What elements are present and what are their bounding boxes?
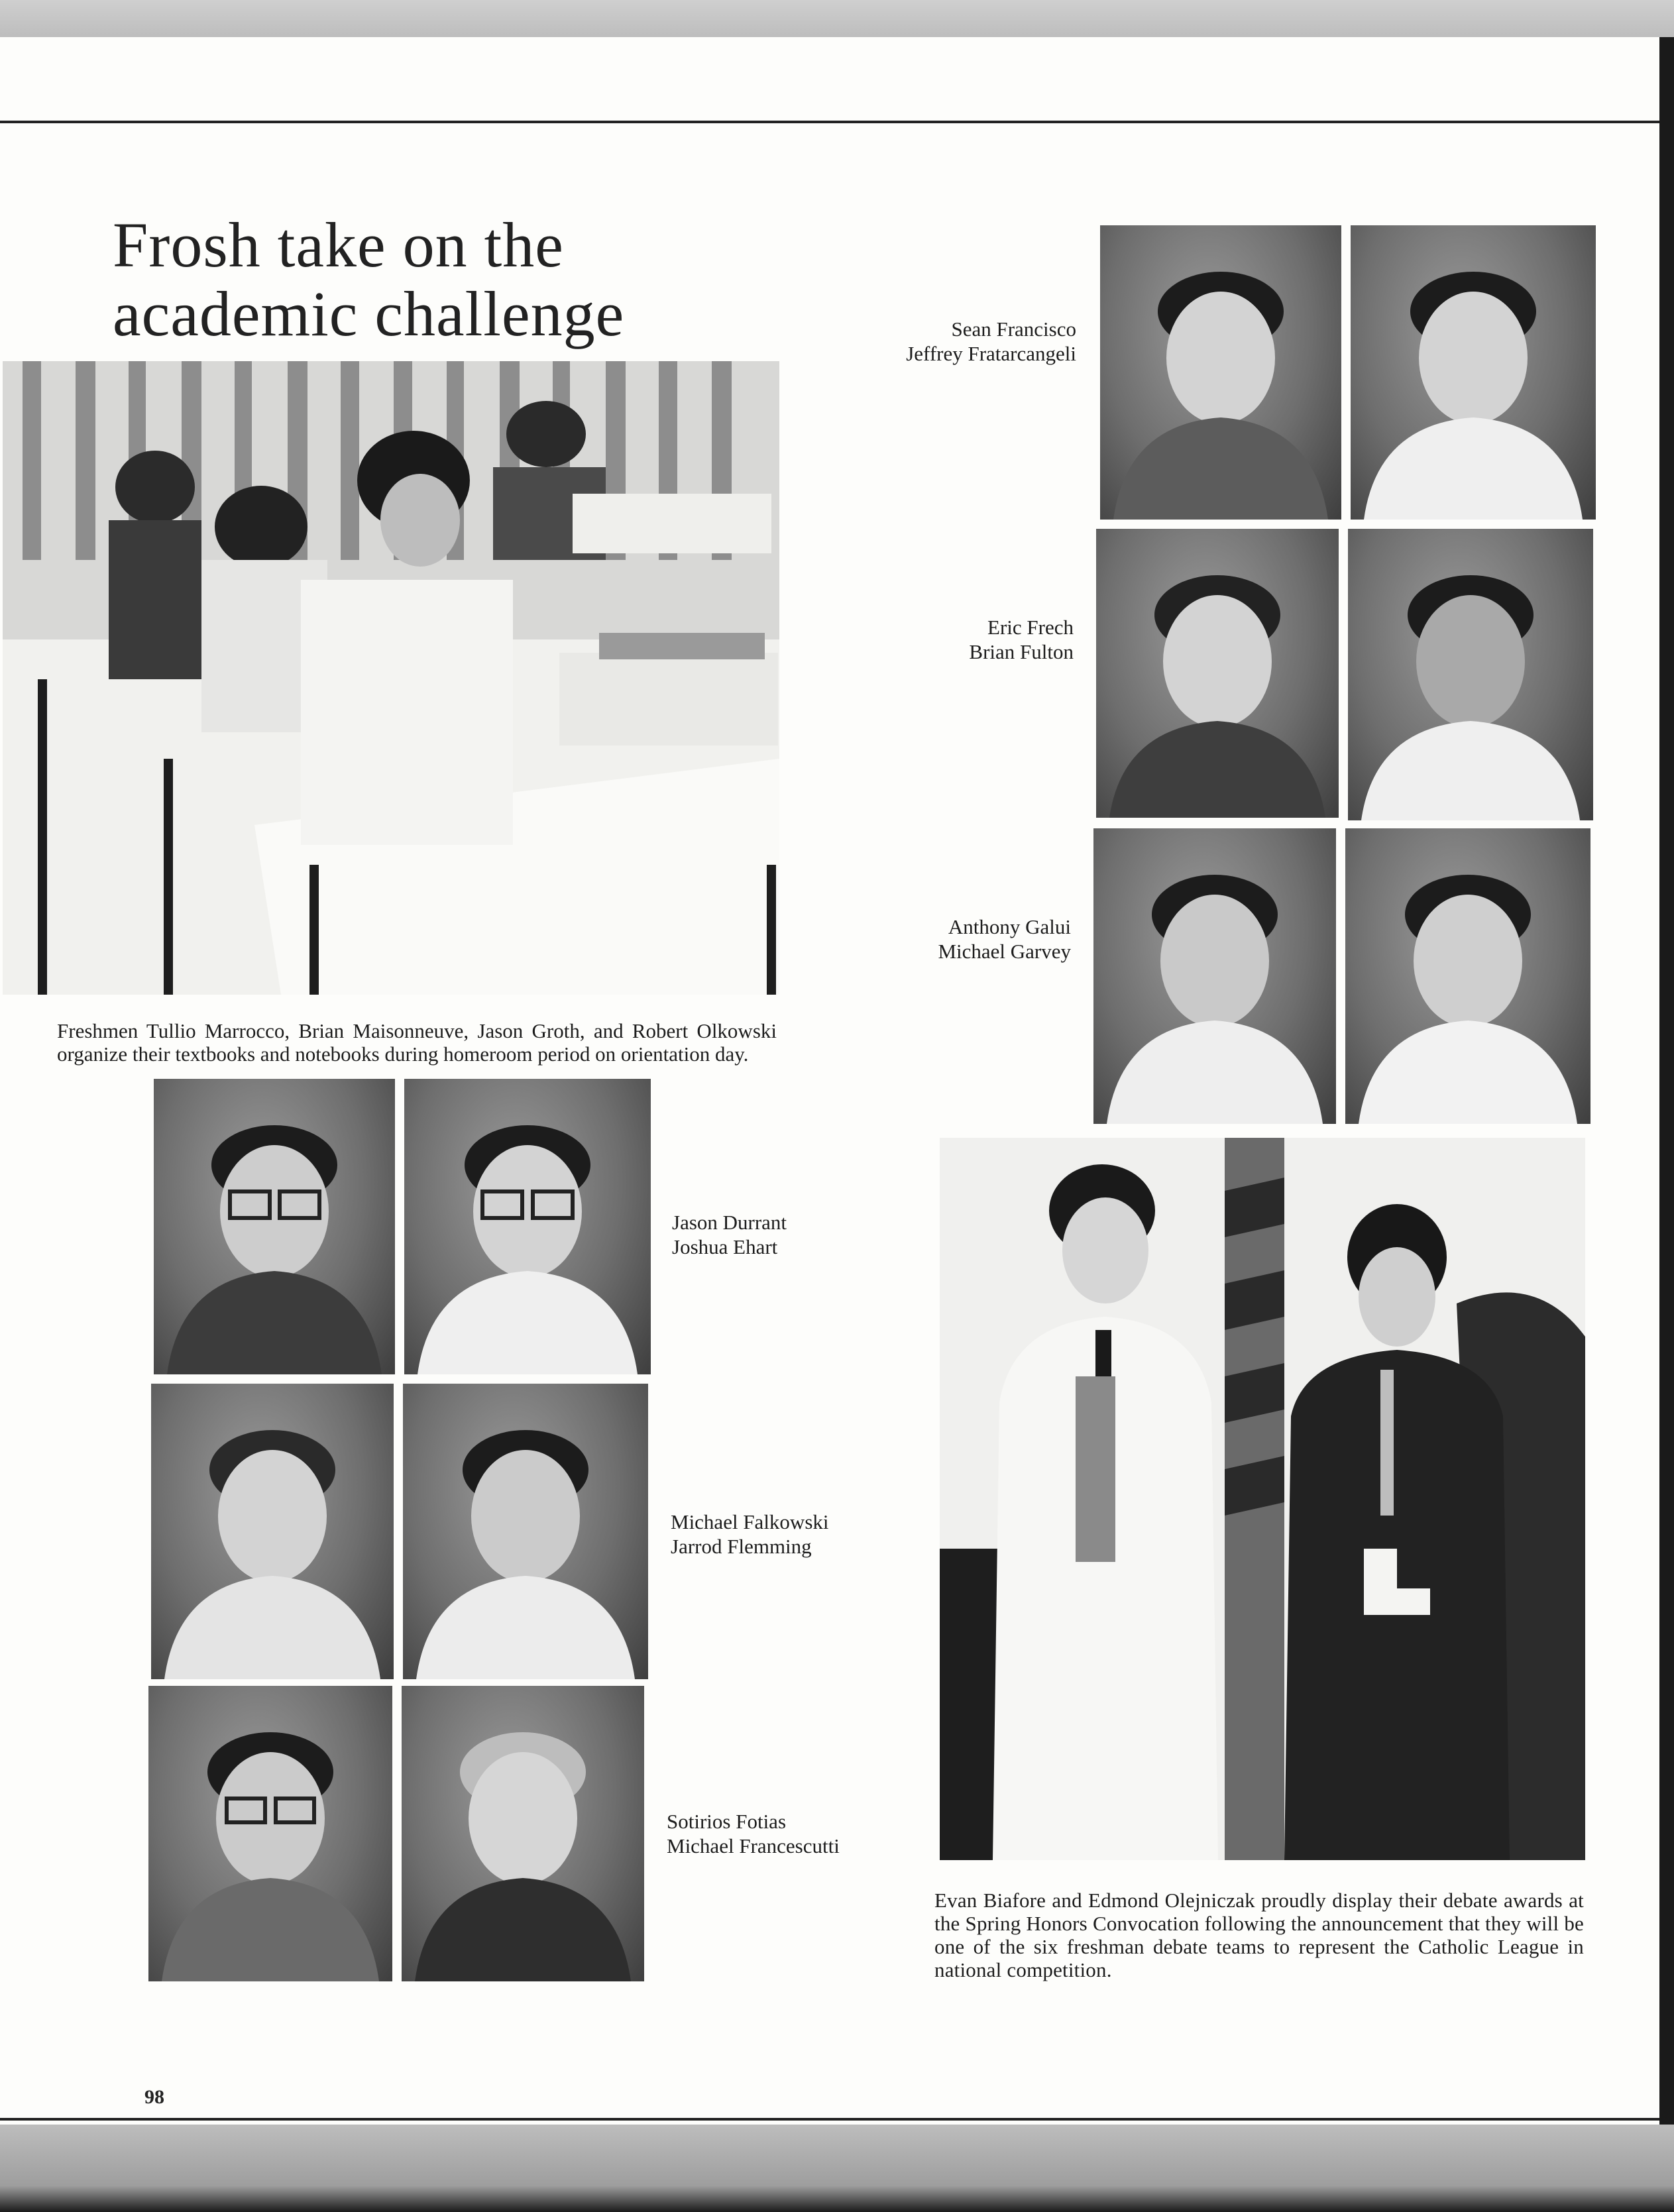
portrait-michael-garvey — [1345, 828, 1590, 1124]
student-name: Michael Garvey — [938, 940, 1071, 963]
classroom-photo — [3, 361, 779, 995]
student-name: Brian Fulton — [969, 640, 1074, 663]
names-pair-4 — [672, 1210, 911, 1259]
portrait-jason-durrant — [154, 1079, 395, 1374]
student-name: Jason Durrant — [672, 1211, 787, 1234]
names-pair-6 — [667, 1809, 905, 1858]
portrait-anthony-galui — [1093, 828, 1336, 1124]
bottom-rule — [0, 2118, 1659, 2121]
student-name: Jeffrey Fratarcangeli — [906, 342, 1076, 365]
portrait-brian-fulton — [1348, 529, 1593, 820]
page-number: 98 — [144, 2086, 164, 2108]
portrait-jarrod-flemming — [403, 1384, 648, 1679]
portrait-michael-falkowski — [151, 1384, 394, 1679]
portrait-sotirios-fotias — [148, 1686, 392, 1981]
student-name: Michael Falkowski — [671, 1510, 829, 1533]
portrait-joshua-ehart — [404, 1079, 651, 1374]
student-name: Sean Francisco — [951, 317, 1076, 341]
debate-awards-photo — [940, 1138, 1585, 1860]
names-pair-2 — [795, 615, 1074, 664]
page-title — [113, 211, 624, 349]
page-title-line-1: Frosh take on the — [113, 209, 564, 280]
top-rule — [0, 121, 1659, 123]
student-name: Sotirios Fotias — [667, 1810, 787, 1833]
portrait-eric-frech — [1096, 529, 1339, 818]
classroom-photo-caption: Freshmen Tullio Marrocco, Brian Maisonneuve, Jason Groth, and Robert Olkowski organize their textbooks and notebooks during homeroom period on orientation day. — [57, 1019, 777, 1066]
student-name: Michael Francescutti — [667, 1834, 840, 1857]
portrait-sean-francisco — [1100, 225, 1341, 520]
student-name: Joshua Ehart — [672, 1235, 778, 1258]
scan-border-bottom — [0, 2125, 1674, 2212]
debate-photo-caption: Evan Biafore and Edmond Olejniczak proudly display their debate awards at the Spring Honors Convocation following the announcement that they will be one of the six freshman debate teams to represent the Catholic League in national competition. — [934, 1889, 1584, 1981]
student-name: Anthony Galui — [948, 915, 1071, 938]
yearbook-page — [0, 37, 1659, 2125]
portrait-jeffrey-fratarcangeli — [1351, 225, 1596, 520]
names-pair-1 — [795, 317, 1076, 366]
portrait-michael-francescutti — [402, 1686, 644, 1981]
page-title-line-2: academic challenge — [113, 278, 625, 349]
scan-border-top — [0, 0, 1674, 37]
names-pair-5 — [671, 1510, 909, 1559]
student-name: Jarrod Flemming — [671, 1535, 812, 1558]
names-pair-3 — [795, 914, 1071, 964]
scan-border-right — [1659, 37, 1674, 2125]
student-name: Eric Frech — [987, 616, 1074, 639]
